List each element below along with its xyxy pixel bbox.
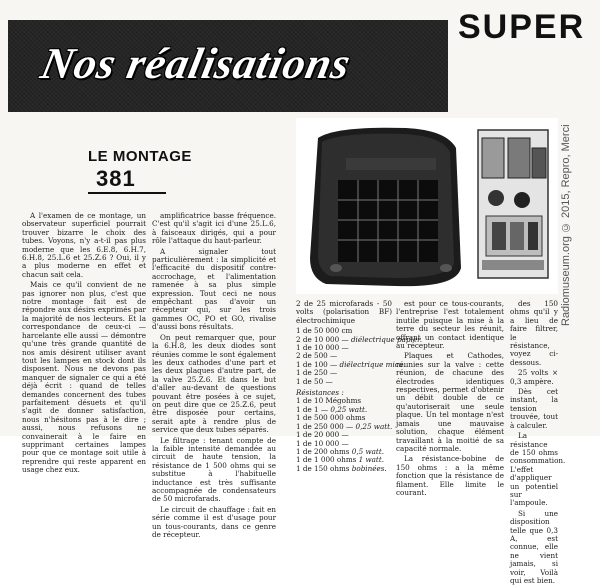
paragraph: des 150 ohms qu'il y a lieu de faire filtrer, le résistance, voyez ci-dessous. — [510, 299, 558, 367]
list-item: 1 de 250 000 — 0,25 watt. — [296, 421, 393, 431]
watermark-caption: Radiomuseum.org © 2015, Repro, Merci — [560, 124, 572, 326]
paragraph: Le filtrage : tenant compte de la faible intensité demandée au circuit de haute tension, la résistance de 1 500 ohms qui se substitue à l'habituelle inductance est très suffisante accompagnée de condensateurs de 50 microfarads. — [152, 435, 276, 504]
banner-title: Nos réalisations — [36, 39, 356, 88]
paragraph: A signaler tout particulièrement : la simplicité et l'efficacité du dispositif contre-accrochage, et l'alimentation ramenée à sa plus simple expression. Tout ceci ne nous empêchant pas d'avoir un récepteur qui, sur les trois gammes OC, PO et GO, rivalise d'aussi bons résultats. — [152, 246, 276, 332]
super-heading: SUPER — [458, 8, 586, 46]
capacitor-heading: 2 de 25 microfarads - 50 volts (polarisation BF) électrochimique — [296, 299, 392, 325]
list-item: 1 de 20 000 — — [296, 430, 349, 440]
list-item: 1 de 10 000 — — [296, 343, 349, 353]
list-item: 1 de 1 — 0,25 watt. — [296, 404, 368, 414]
list-item: 1 de 50 — — [296, 376, 333, 386]
paragraph: A l'examen de ce montage, un observateur superficiel pourrait trouver bizarre le choix des tubes. Voyons, n'y a-t-il pas plus moderne que les 6.E.8, 6.H.7, 6.H.8, 25.L.6 et 25.Z.6 ? Oui, il y a plus moderne en effet et chacun sait cela. — [22, 211, 146, 279]
list-item: 1 de 10 000 — — [296, 438, 349, 448]
list-item: 1 de 200 ohms 0,5 watt. — [296, 446, 384, 456]
article-column-1 — [22, 211, 146, 475]
list-item: 1 de 250 — — [296, 368, 338, 378]
paragraph: amplificatrice basse fréquence. C'est qu'il s'agit ici d'une 25.L.6, à faisceaux dirigés, qui a pour rôle l'attaque du haut-parleur. — [152, 211, 276, 246]
paragraph: Le circuit de chauffage : fait en série comme il est d'usage pour un tous-courants, dans ce genre de récepteur. — [152, 504, 276, 540]
list-item: 1 de 500 000 ohms — [296, 413, 366, 423]
paragraph: On peut remarquer que, pour la 6.H.8, les deux diodes sont réunies comme le sont également les deux cathodes d'une part et les deux plaques d'autre part, de la valve 25.Z.6. Et dans le but d'aller au-devant de questions pouvant être posées à ce sujet, on peut dire que ce 25.Z.6, peut être disposée pour certains, serait apte à rendre plus de service que deux tubes séparés. — [152, 332, 276, 435]
capacitor-list — [296, 326, 423, 386]
list-item: 1 de 50 000 cm — [296, 326, 353, 336]
receiver-photo — [296, 118, 558, 294]
list-item: 2 de 500 — — [296, 351, 338, 361]
article-column-4 — [396, 299, 504, 497]
article-title-line1: LE MONTAGE — [88, 148, 192, 165]
paragraph: Dès cet instant, la tension trouvée, tout à calculer. — [510, 387, 558, 430]
section-banner — [8, 20, 448, 112]
list-item: 1 de 100 — diélectrique mica. — [296, 359, 406, 369]
list-item: 2 de 10 000 — diélectrique papier. — [296, 334, 423, 344]
article-column-5 — [510, 299, 566, 585]
paragraph: est pour ce tous-courants, l'entreprise l'est totalement inutile puisque la mise à la terre du secteur les réunit, offrant un contact identique au récepteur. — [396, 299, 504, 351]
parts-list-column — [296, 299, 423, 473]
article-title — [88, 148, 192, 194]
article-title-number: 381 — [96, 166, 136, 191]
paragraph: Mais ce qu'il convient de ne pas ignorer non plus, c'est que notre montage fait est de répondre aux désirs exprimés par la majorité de nos lecteurs. Et la correspondance de ceux-ci — harcelante elle aussi — démontre qu'une très grande quantité de nos amis désirent utiliser avant tout les lampes en stock dont ils disposent. Nous ne devons pas manquer de signaler ce qui a été déjà écrit : quand de telles demandes concernent des tubes parfaitement désuets et qu'il s'agit de donner satisfaction, nous n'hésitons pas à le dire ; aussi, nous refusons ne convainerait à le faire en supprimant certaines lampes pour que ce montage soit utile à reprendre qui reste apparent en usage chez eux. — [22, 280, 146, 475]
list-item: 1 de 150 ohms bobinées. — [296, 463, 387, 473]
paragraph: La résistance de 150 ohms consommation. L'effet d'appliquer un potentiel sur l'ampoule. — [510, 431, 566, 508]
article-column-2 — [152, 211, 276, 540]
paragraph: 25 volts × 0,3 ampère. — [510, 368, 558, 386]
paragraph: Plaques et Cathodes, réunies sur la valve : cette réunion, de chacune des électrodes identiques respectives, permet d'obtenir un débit double de ce qu'autoriserait une seule plaque. Un tel montage n'est jamais une mauvaise solution, chaque élément travaillant à la moitié de sa capacité normale. — [396, 351, 504, 453]
list-item: 1 de 10 Mégohms — [296, 396, 362, 406]
resistor-list — [296, 397, 392, 473]
list-item: 1 de 1 000 ohms 1 watt. — [296, 455, 384, 465]
resistors-heading: Résistances : — [296, 388, 344, 398]
paragraph: La résistance-bobine de 150 ohms : a la même fonction que la résistance de filament. Elle limite le courant. — [396, 454, 504, 497]
paragraph: Si une disposition telle que 0,3 A, est connue, elle ne vient jamais, si voir, Voilà qui est bien. — [510, 508, 558, 585]
